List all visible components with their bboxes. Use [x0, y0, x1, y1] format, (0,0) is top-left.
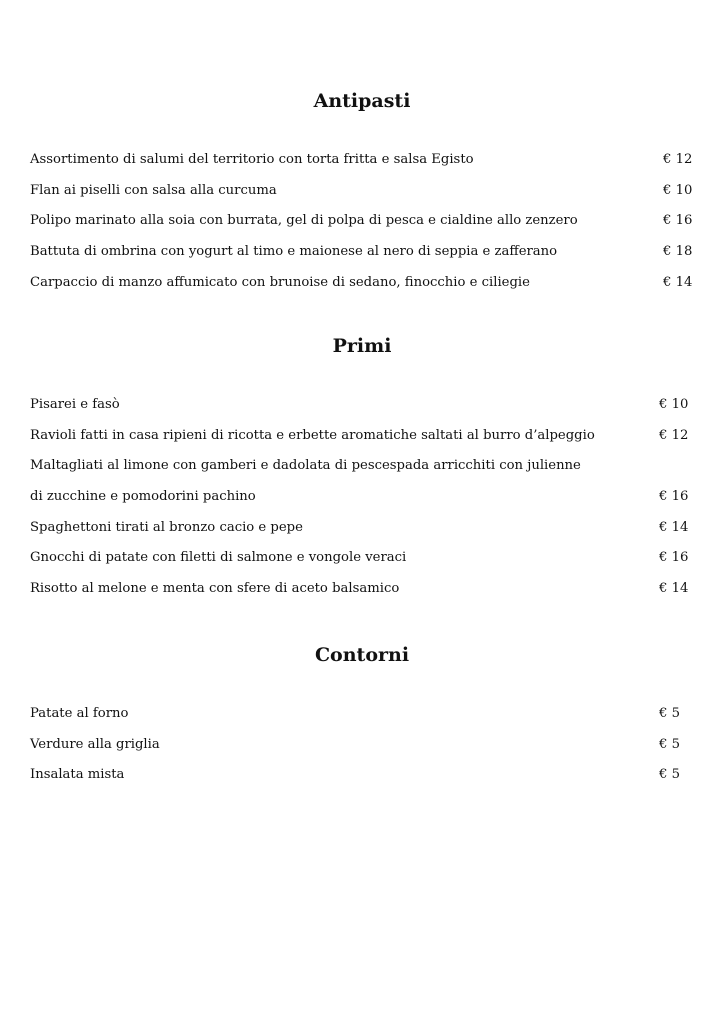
menu-item-name: Ravioli fatti in casa ripieni di ricotta e erbette aromatiche saltati al burro d’alpeggio [30, 428, 595, 443]
menu-item-name: di zucchine e pomodorini pachino [30, 489, 256, 504]
menu-item [30, 273, 692, 293]
menu-item-name: Carpaccio di manzo affumicato con brunoise di sedano, finocchio e ciliegie [30, 275, 530, 290]
menu-item-name: Risotto al melone e menta con sfere di aceto balsamico [30, 581, 400, 596]
menu-item-price: € 5 [659, 737, 680, 752]
menu-item-price: € 14 [663, 275, 693, 290]
menu-item-name: Pisarei e fasò [30, 397, 120, 412]
menu-item-price: € 14 [659, 520, 689, 535]
menu-item [30, 395, 692, 415]
menu-item-price: € 12 [659, 428, 689, 443]
menu-item-name: Flan ai piselli con salsa alla curcuma [30, 183, 277, 198]
menu-item [30, 150, 692, 170]
menu-item-price: € 14 [659, 581, 689, 596]
menu-item [30, 456, 692, 476]
menu-item-name: Insalata mista [30, 767, 125, 782]
menu-item-price: € 10 [663, 183, 693, 198]
menu-item [30, 579, 692, 599]
menu-item-name: Gnocchi di patate con filetti di salmone e vongole veraci [30, 550, 407, 565]
menu-item [30, 487, 692, 507]
menu-item-price: € 18 [663, 244, 693, 259]
menu-item-name: Assortimento di salumi del territorio con torta fritta e salsa Egisto [30, 152, 474, 167]
menu-item-name: Patate al forno [30, 706, 129, 721]
menu-item-price: € 5 [659, 706, 680, 721]
menu-item [30, 765, 692, 785]
menu-item [30, 242, 692, 262]
menu-item-price: € 10 [659, 397, 689, 412]
section-title-primi: Primi [332, 335, 392, 357]
menu-item-price: € 16 [659, 489, 689, 504]
menu-item-name: Verdure alla griglia [30, 737, 160, 752]
section-title-contorni: Contorni [314, 644, 410, 666]
menu-item [30, 735, 692, 755]
menu-item-price: € 16 [663, 213, 693, 228]
menu-item-name: Polipo marinato alla soia con burrata, gel di polpa di pesca e cialdine allo zenzero [30, 213, 578, 228]
section-title-antipasti: Antipasti [313, 90, 411, 112]
menu-item-name: Spaghettoni tirati al bronzo cacio e pepe [30, 520, 303, 535]
menu-item [30, 548, 692, 568]
menu-item-price: € 16 [659, 550, 689, 565]
menu-item-price: € 12 [663, 152, 693, 167]
menu-item [30, 426, 692, 446]
menu-item [30, 181, 692, 201]
menu-item-name: Maltagliati al limone con gamberi e dadolata di pescespada arricchiti con julienne [30, 458, 581, 473]
menu-item-price: € 5 [659, 767, 680, 782]
menu-item [30, 211, 692, 231]
menu-item-name: Battuta di ombrina con yogurt al timo e maionese al nero di seppia e zafferano [30, 244, 558, 259]
menu-item [30, 704, 692, 724]
menu-item [30, 518, 692, 538]
